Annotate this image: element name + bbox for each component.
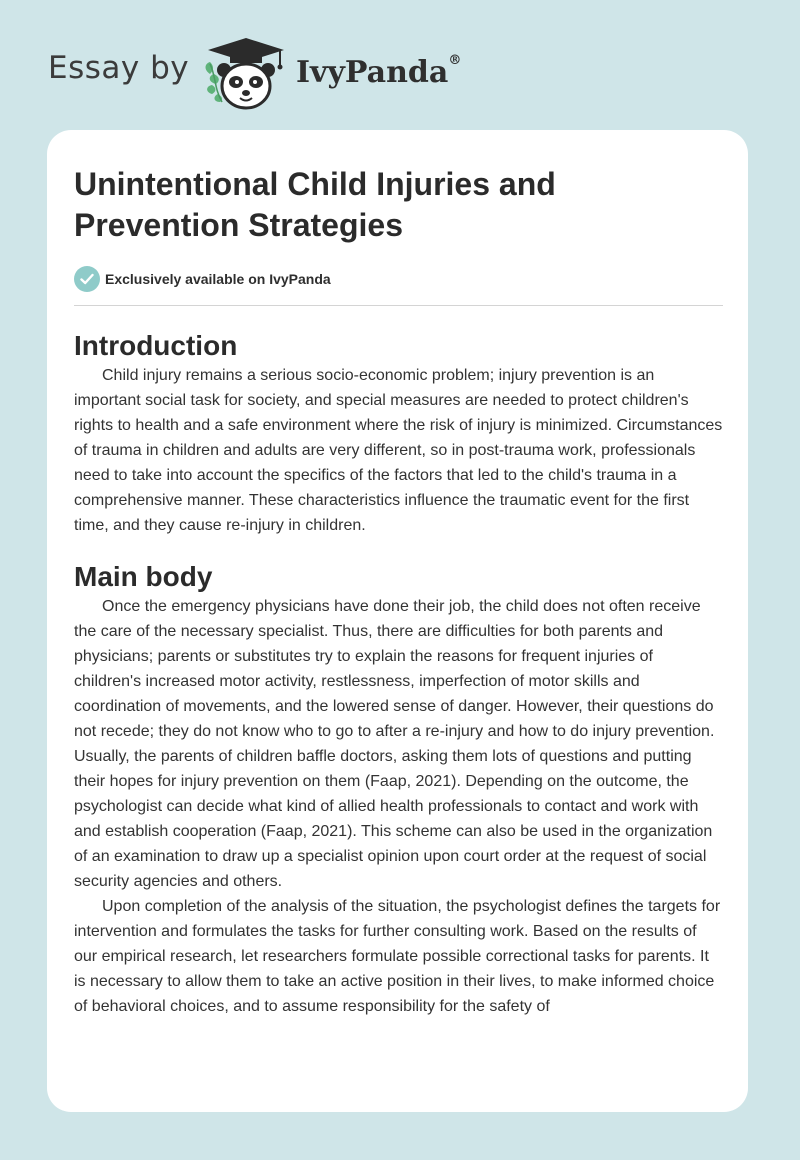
main-body-paragraph-1: Once the emergency physicians have done their job, the child does not often receive the care of the necessary specialist. Thus, there are difficulties for both parents and physicians; parents or substitutes try to explain the reasons for frequent injuries of children's increased motor activity, restlessness, imperfection of motor skills and coordination of movements, and the lowered sense of danger. However, their questions do not recede; they do not know who to go to after a re-injury and how to do injury prevention. Usually, the parents of children baffle doctors, asking them lots of questions and putting their hopes for injury prevention on them (Faap, 2021). Depending on the outcome, the psychologist can decide what kind of allied health professionals to contact and work with and establish cooperation (Faap, 2021). This scheme can also be used in the organization of an examination to draw up a specialist opinion upon court order at the request of social security agencies and others. [74,598,715,890]
essay-content [74,164,724,1019]
essay-card [47,130,748,1112]
section-heading-main-body: Main body [74,561,213,592]
essay-title: Unintentional Child Injuries and Prevention Strategies [74,166,556,243]
exclusive-badge-text: Exclusively available on IvyPanda [105,271,331,287]
section-heading-introduction: Introduction [74,330,238,361]
check-icon [74,266,100,292]
brand-name[interactable] [296,55,461,90]
main-body-paragraph-2: Upon completion of the analysis of the situation, the psychologist defines the targets for intervention and formulates the tasks for further consulting work. Based on the results of our empirical research, let researchers formulate possible correctional tasks for parents. It is necessary to allow them to take an active position in their lives, to make informed choice of behavioral choices, and to assume responsibility for the safety of [74,898,721,1015]
panda-graduate-logo-icon[interactable] [200,36,292,112]
title-divider [74,305,723,306]
brand-text: IvyPanda [296,55,449,90]
site-header [0,0,800,130]
intro-paragraph: Child injury remains a serious socio-economic problem; injury prevention is an important social task for society, and special measures are needed to protect children's rights to health and a safe environment where the risk of injury is minimized. Circumstances of trauma in children and adults are very different, so in post-trauma work, professionals need to take into account the specifics of the factors that led to the child's trauma in a comprehensive manner. These characteristics influence the traumatic event for the first time, and they cause re-injury in children. [74,367,723,534]
registered-mark: ® [448,53,462,68]
essay-by-label: Essay by [48,50,190,86]
exclusive-badge [74,266,724,292]
